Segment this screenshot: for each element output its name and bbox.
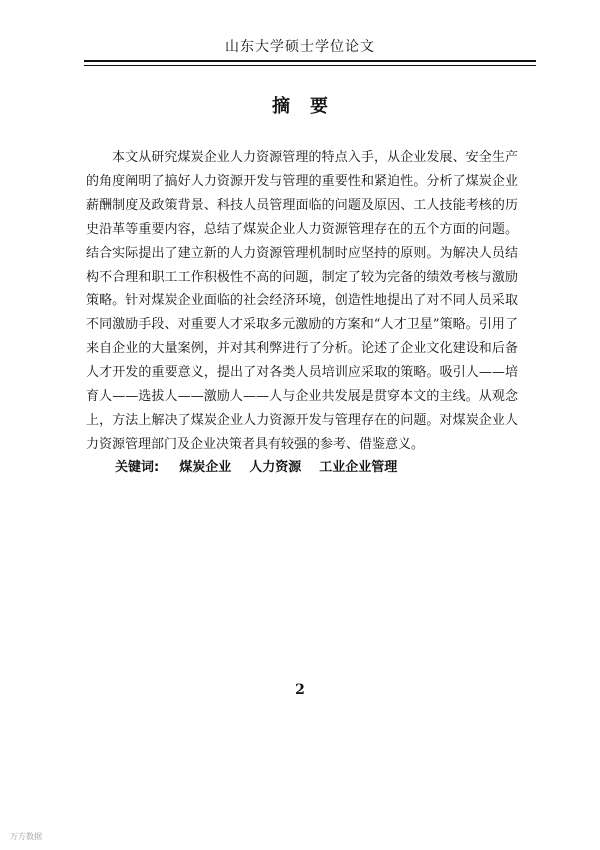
watermark-text: 万方数据 bbox=[10, 832, 42, 841]
running-header: 山东大学硕士学位论文 bbox=[225, 39, 375, 55]
abstract-title-char-1: 摘 bbox=[272, 96, 290, 117]
keyword-item: 工业企业管理 bbox=[319, 460, 398, 475]
page-number: 2 bbox=[295, 682, 305, 698]
header-rule-thick bbox=[84, 60, 536, 62]
keywords-label: 关键词: bbox=[115, 460, 160, 475]
abstract-body: 本文从研究煤炭企业人力资源管理的特点入手，从企业发展、安全生产的角度阐明了搞好人力资源开发与管理的重要性和紧迫性。分析了煤炭企业薪酬制度及政策背景、科技人员管理面临的问题及原因、工人技能考核的历史沿革等重要内容，总结了煤炭企业人力资源管理存在的五个方面的问题。结合实际提出了建立新的人力资源管理机制时应坚持的原则。为解决人员结构不合理和职工工作积极性不高的问题，制定了较为完备的绩效考核与激励策略。针对煤炭企业面临的社会经济环境，创造性地提出了对不同人员采取不同激励手段、对重要人才采取多元激励的方案和“人才卫星”策略。引用了来自企业的大量案例，并对其利弊进行了分析。论述了企业文化建设和后备人才开发的重要意义，提出了对各类人员培训应采取的策略。吸引人——培育人——选拔人——激励人——人与企业共发展是贯穿本文的主线。从观念上，方法上解决了煤炭企业人力资源开发与管理存在的问题。对煤炭企业人力资源管理部门及企业决策者具有较强的参考、借鉴意义。 bbox=[86, 150, 518, 452]
keywords-line bbox=[115, 456, 415, 475]
abstract-title-char-2: 要 bbox=[310, 96, 328, 117]
header-rule-thin bbox=[84, 65, 536, 66]
keyword-item: 人力资源 bbox=[249, 460, 302, 475]
abstract-title bbox=[0, 92, 600, 118]
keyword-item: 煤炭企业 bbox=[179, 460, 232, 475]
